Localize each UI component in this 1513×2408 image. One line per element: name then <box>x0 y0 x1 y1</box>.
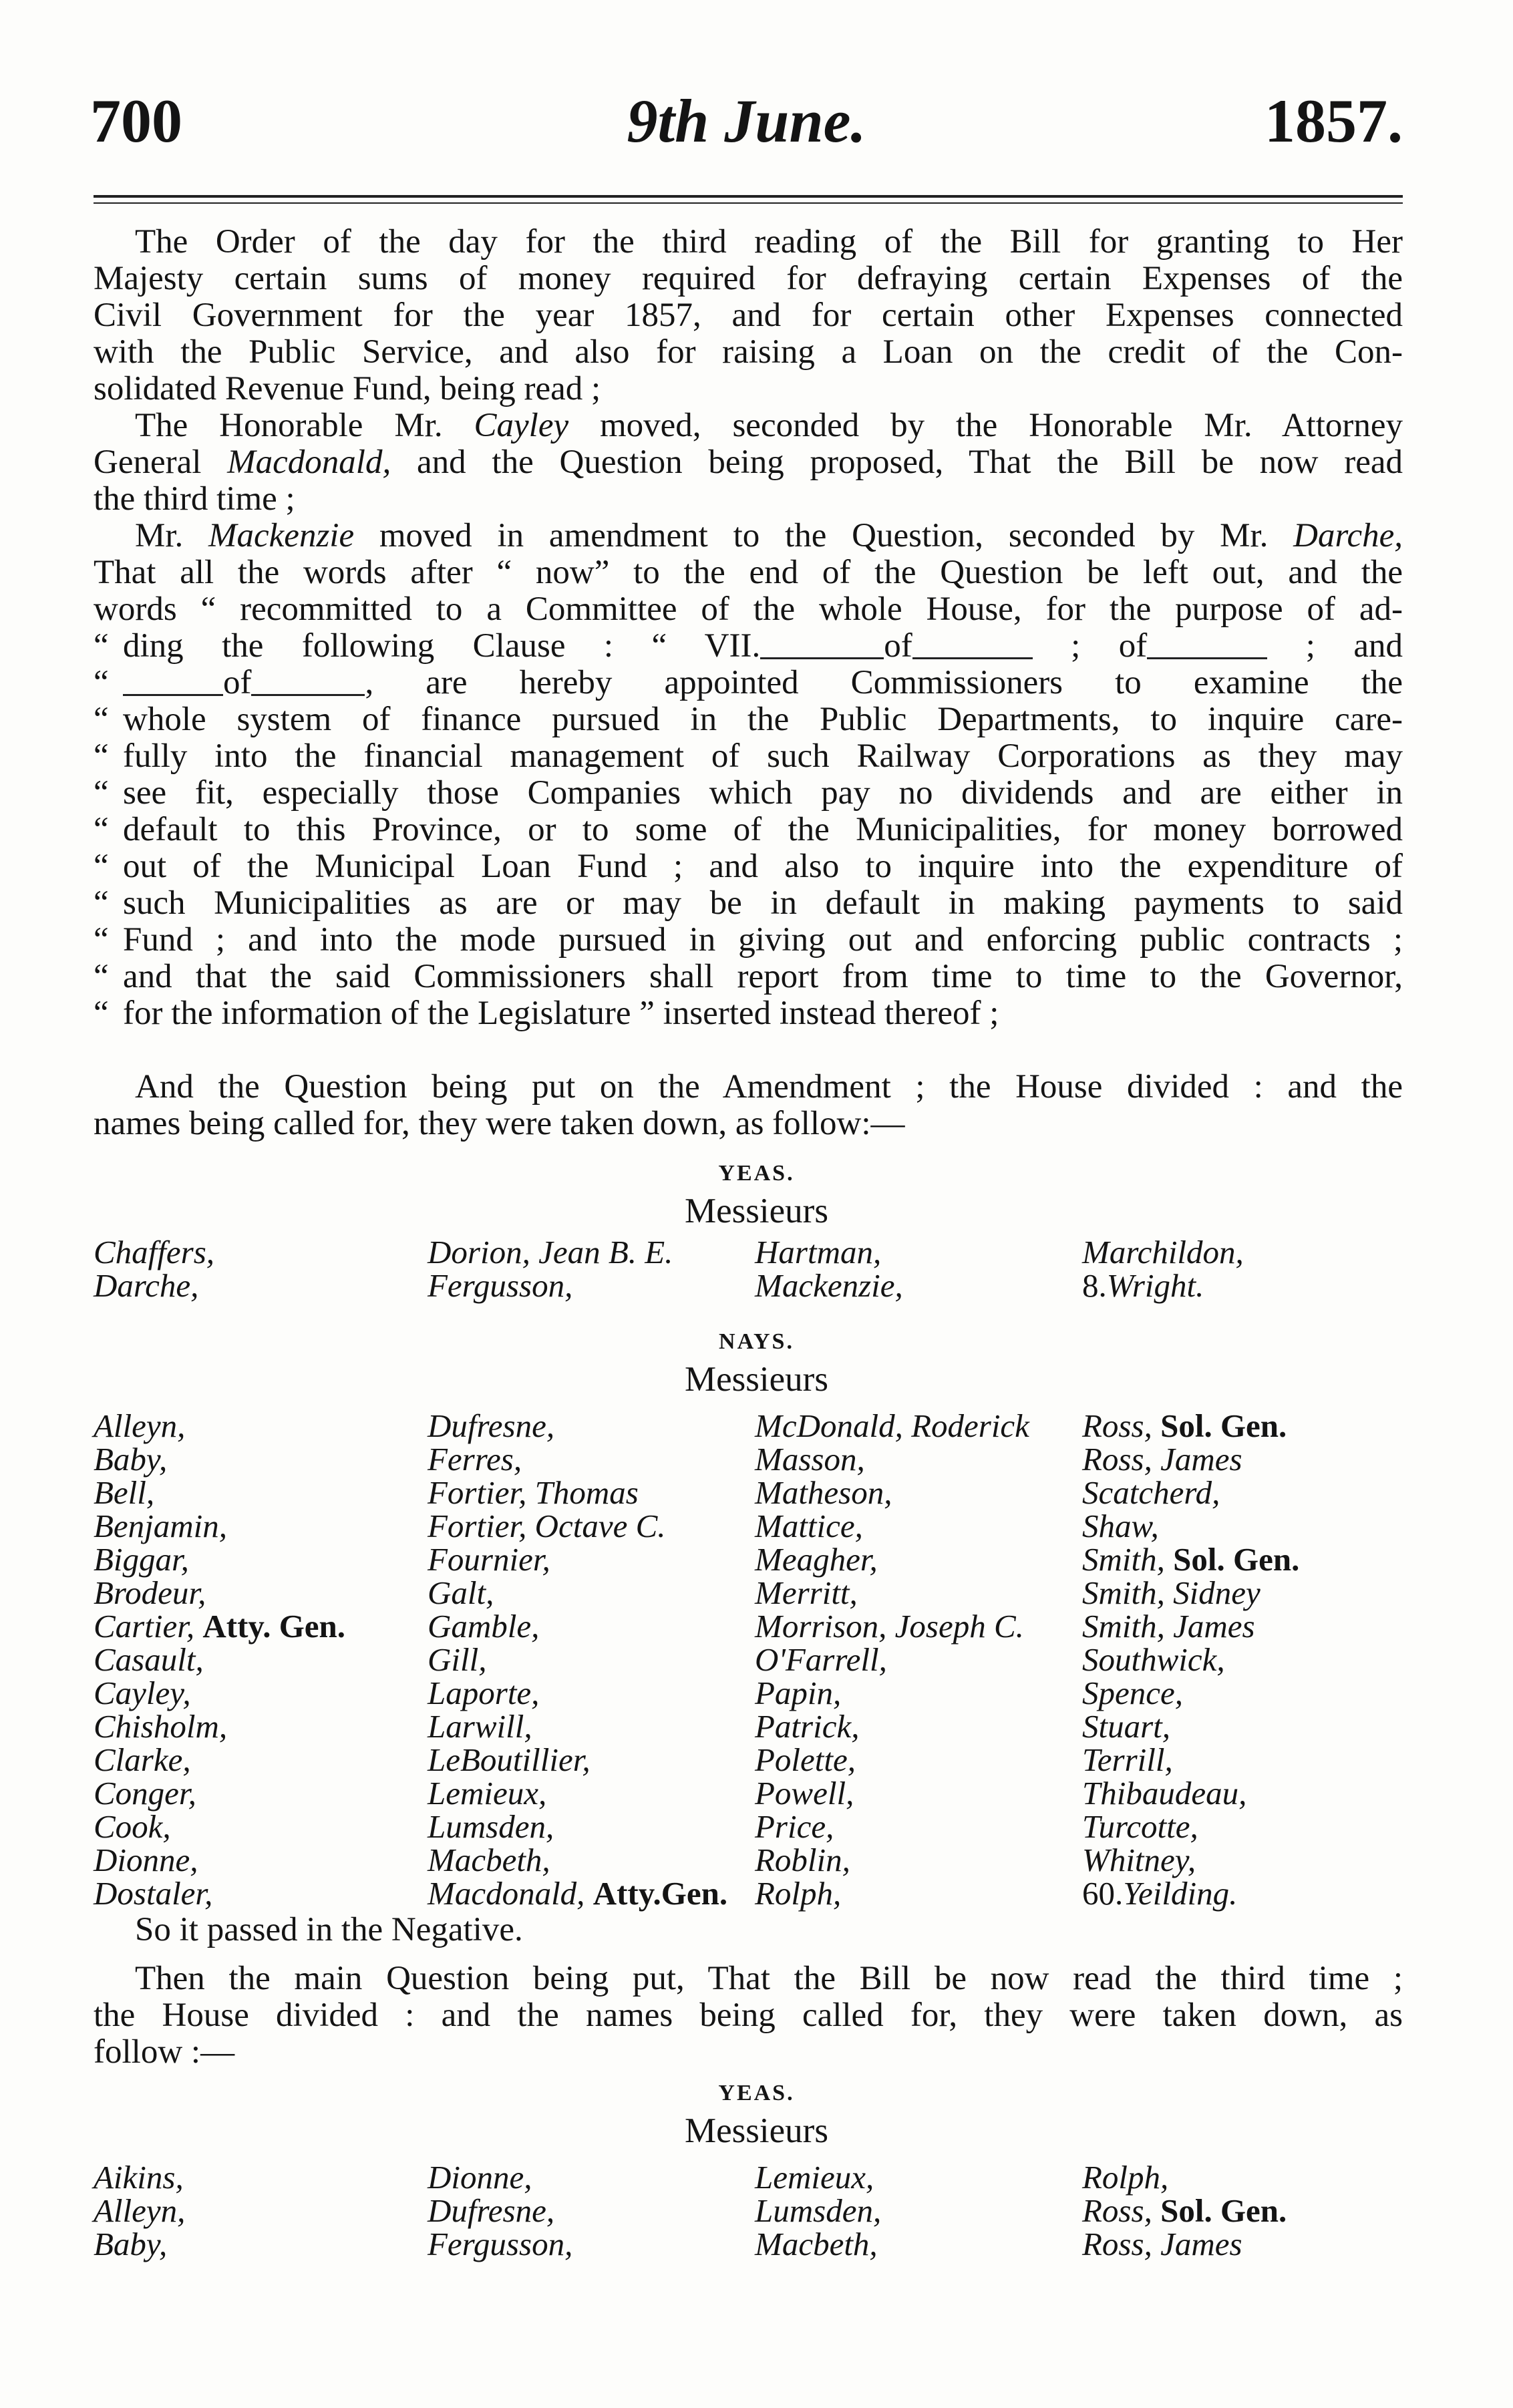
member-name: Dionne, <box>94 1842 198 1878</box>
text-line: follow :— <box>94 2033 235 2071</box>
page-year: 1857. <box>1265 87 1403 155</box>
page-date: 9th June. <box>627 87 866 155</box>
member-name: Dionne, <box>428 2159 532 2196</box>
member-name: Gamble, <box>428 1608 540 1645</box>
blank-line <box>912 639 1033 659</box>
member-name: Southwick, <box>1082 1641 1225 1678</box>
member-name: Scatcherd, <box>1082 1474 1220 1511</box>
nays-list <box>94 1409 1403 1917</box>
text-line: solidated Revenue Fund, being read ; <box>94 370 601 407</box>
member-name: Ross, James <box>1082 2226 1242 2262</box>
member-name: Lumsden, <box>428 1808 554 1845</box>
member-name: Galt, <box>428 1574 494 1611</box>
member-name: Dufresne, <box>428 1407 555 1444</box>
member-name: Rolph, <box>1082 2159 1169 2196</box>
text-line: Civil Government for the year 1857, and for certain other Expenses connected <box>94 297 1403 334</box>
text-line: “ such Municipalities as are or may be in default in making payments to said <box>94 884 1403 922</box>
result-line <box>94 1912 1403 1948</box>
member-title: Sol. Gen. <box>1160 2192 1287 2229</box>
member-name: Alleyn, <box>94 2192 186 2229</box>
member-name: Macdonald, <box>428 1875 585 1912</box>
text-line: Mr. Mackenzie moved in amendment to the Question, seconded by Mr. Darche, <box>135 517 1403 554</box>
member-title: Atty.Gen. <box>593 1875 728 1912</box>
member-name: Macbeth, <box>755 2226 878 2262</box>
member-name: Smith, <box>1082 1541 1165 1578</box>
text-line: “ of , are hereby appointed Commissioners to examine the <box>94 664 1403 701</box>
member-name: Ross, <box>1082 2192 1152 2229</box>
blank-line <box>1147 639 1267 659</box>
member-name: Masson, <box>755 1441 865 1478</box>
member-name: Mackenzie <box>208 517 355 554</box>
member-name: Alleyn, <box>94 1407 186 1444</box>
text-line: “ default to this Province, or to some of the Municipalities, for money borrowed <box>94 811 1403 848</box>
member-name: Bell, <box>94 1474 155 1511</box>
member-name: Dufresne, <box>428 2192 555 2229</box>
member-name: Thibaudeau, <box>1082 1775 1247 1812</box>
head-rule-thin <box>94 202 1403 204</box>
blank-line <box>251 675 365 696</box>
member-name: Hartman, <box>755 1234 882 1270</box>
member-name: Baby, <box>94 2226 168 2262</box>
text-line: “ for the information of the Legislature ” inserted instead thereof ; <box>94 995 999 1032</box>
amendment-paragraph <box>94 518 1403 1032</box>
member-title: Sol. Gen. <box>1160 1407 1287 1444</box>
member-name: Ferres, <box>428 1441 522 1478</box>
member-name: Macdonald, <box>227 444 391 481</box>
messieurs-heading: Messieurs <box>685 1192 828 1230</box>
division-intro-paragraph <box>94 1069 1403 1142</box>
blank-line <box>760 639 884 659</box>
member-name: Patrick, <box>755 1708 860 1745</box>
main-question-paragraph <box>94 1960 1403 2071</box>
member-name: Shaw, <box>1082 1508 1159 1544</box>
text-line: “ fully into the financial management of such Railway Corporations as they may <box>94 737 1403 775</box>
text-line: So it passed in the Negative. <box>135 1911 523 1948</box>
messieurs-heading: Messieurs <box>685 2111 828 2150</box>
member-name: Baby, <box>94 1441 168 1478</box>
member-name: Chaffers, <box>94 1234 215 1270</box>
member-name: Cayley, <box>94 1675 191 1711</box>
text-line: General Macdonald, and the Question being proposed, That the Bill be now read <box>94 444 1403 481</box>
member-name: Chisholm, <box>94 1708 228 1745</box>
member-name: Fortier, Octave C. <box>428 1508 666 1544</box>
member-name: Smith, James <box>1082 1608 1255 1645</box>
member-name: Roblin, <box>755 1842 850 1878</box>
yeas-heading: YEAS. <box>718 1161 795 1186</box>
member-name: Meagher, <box>755 1541 878 1578</box>
text-line: “ ding the following Clause : “ VII. of ; of ; and <box>94 627 1403 665</box>
member-name: Papin, <box>755 1675 842 1711</box>
member-name: Darche, <box>94 1267 199 1304</box>
member-name: Polette, <box>755 1741 856 1778</box>
text-line: the third time ; <box>94 480 295 518</box>
running-head <box>90 85 1403 159</box>
head-rule-thick <box>94 195 1403 198</box>
member-name: Powell, <box>755 1775 854 1812</box>
member-name: Terrill, <box>1082 1741 1173 1778</box>
member-name: Macbeth, <box>428 1842 550 1878</box>
member-title: Atty. Gen. <box>202 1608 346 1645</box>
member-name: Ross, <box>1082 1407 1152 1444</box>
member-name: Rolph, <box>755 1875 842 1912</box>
member-name: Lemieux, <box>428 1775 547 1812</box>
blank-line <box>123 675 223 696</box>
member-name: Mackenzie, <box>755 1267 903 1304</box>
member-name: LeBoutillier, <box>428 1741 591 1778</box>
member-name: Aikins, <box>94 2159 184 2196</box>
yeas-list <box>94 2161 1403 2268</box>
member-name: Dostaler, <box>94 1875 213 1912</box>
page-number: 700 <box>90 87 182 155</box>
member-name: Fergusson, <box>428 1267 573 1304</box>
text-line: The Honorable Mr. Cayley moved, seconded by the Honorable Mr. Attorney <box>135 407 1403 444</box>
text-line: Majesty certain sums of money required for defraying certain Expenses of the <box>94 260 1403 297</box>
member-name: Gill, <box>428 1641 487 1678</box>
text-line: “ Fund ; and into the mode pursued in giving out and enforcing public contracts ; <box>94 921 1403 959</box>
text-line: “ out of the Municipal Loan Fund ; and also to inquire into the expenditure of <box>94 848 1403 885</box>
member-name: Wright. <box>1106 1267 1204 1304</box>
nays-heading: NAYS. <box>719 1329 794 1354</box>
member-name: Clarke, <box>94 1741 191 1778</box>
member-name: Stuart, <box>1082 1708 1171 1745</box>
member-name: Matheson, <box>755 1474 892 1511</box>
member-name: Yeilding. <box>1123 1875 1238 1912</box>
member-name: Lumsden, <box>755 2192 882 2229</box>
member-name: Darche, <box>1293 517 1403 554</box>
text-line: And the Question being put on the Amendment ; the House divided : and the <box>135 1068 1403 1105</box>
messieurs-heading: Messieurs <box>685 1360 828 1399</box>
text-line: words “ recommitted to a Committee of the whole House, for the purpose of ad- <box>94 590 1403 628</box>
text-line: “ see fit, especially those Companies which pay no dividends and are either in <box>94 774 1403 812</box>
text-line: Then the main Question being put, That the Bill be now read the third time ; <box>135 1960 1403 1997</box>
motion-paragraph <box>94 407 1403 518</box>
member-name: Dorion, Jean B. E. <box>428 1234 673 1270</box>
text-line: “ whole system of finance pursued in the Public Departments, to inquire care- <box>94 701 1403 738</box>
member-name: O'Farrell, <box>755 1641 887 1678</box>
member-name: Merritt, <box>755 1574 858 1611</box>
text-line: The Order of the day for the third reading of the Bill for granting to Her <box>135 223 1403 261</box>
member-name: Cartier, <box>94 1608 195 1645</box>
member-name: Smith, Sidney <box>1082 1574 1260 1611</box>
member-name: Larwill, <box>428 1708 532 1745</box>
member-name: Casault, <box>94 1641 204 1678</box>
member-name: Turcotte, <box>1082 1808 1198 1845</box>
yeas-count: 8. <box>1082 1267 1107 1304</box>
member-name: Spence, <box>1082 1675 1183 1711</box>
member-title: Sol. Gen. <box>1173 1541 1300 1578</box>
text-line: names being called for, they were taken down, as follow:— <box>94 1105 905 1142</box>
member-name: Price, <box>755 1808 834 1845</box>
yeas-heading: YEAS. <box>718 2081 795 2105</box>
order-of-day-paragraph <box>94 224 1403 407</box>
member-name: Fortier, Thomas <box>428 1474 639 1511</box>
member-name: Fournier, <box>428 1541 550 1578</box>
member-name: Morrison, Joseph C. <box>755 1608 1024 1645</box>
text-line: with the Public Service, and also for raising a Loan on the credit of the Con- <box>94 333 1403 371</box>
member-name: Biggar, <box>94 1541 189 1578</box>
member-name: Lemieux, <box>755 2159 874 2196</box>
member-name: Ross, James <box>1082 1441 1242 1478</box>
text-line: the House divided : and the names being called for, they were taken down, as <box>94 1997 1403 2034</box>
member-name: Cayley <box>474 407 569 444</box>
member-name: Mattice, <box>755 1508 863 1544</box>
member-name: Cook, <box>94 1808 171 1845</box>
member-name: Benjamin, <box>94 1508 228 1544</box>
member-name: Brodeur, <box>94 1574 206 1611</box>
member-name: Conger, <box>94 1775 196 1812</box>
member-name: McDonald, Roderick <box>755 1407 1029 1444</box>
member-name: Marchildon, <box>1082 1234 1244 1270</box>
member-name: Fergusson, <box>428 2226 573 2262</box>
nays-count: 60. <box>1082 1875 1124 1912</box>
member-name: Laporte, <box>428 1675 540 1711</box>
text-line: “ and that the said Commissioners shall report from time to time to the Governor, <box>94 958 1403 995</box>
member-name: Whitney, <box>1082 1842 1196 1878</box>
yeas-list <box>94 1236 1403 1309</box>
text-line: That all the words after “ now” to the end of the Question be left out, and the <box>94 554 1403 591</box>
